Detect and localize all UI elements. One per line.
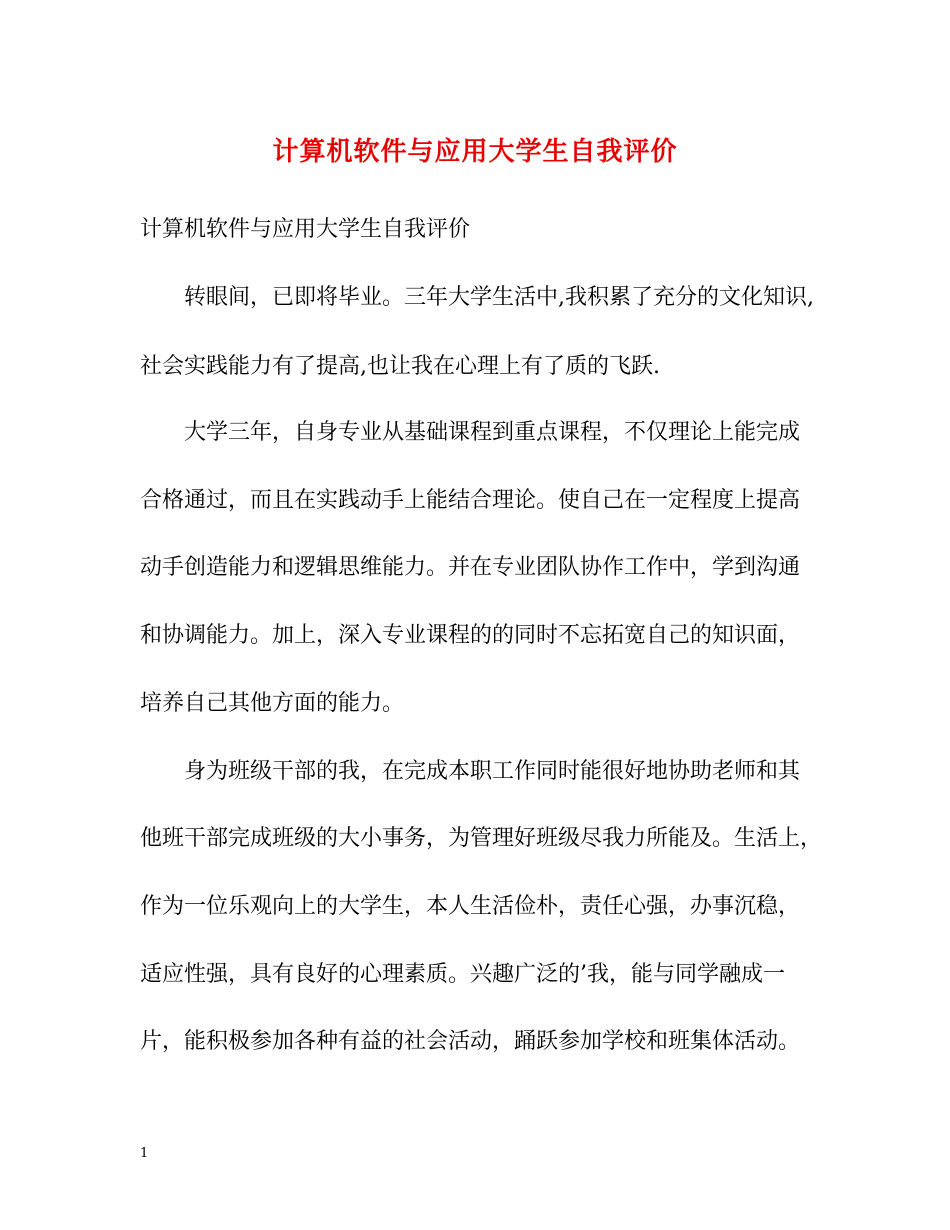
page-number: 1 (140, 1146, 149, 1161)
document-title: 计算机软件与应用大学生自我评价 (272, 137, 678, 167)
paragraph-line: 和协调能力。加上，深入专业课程的的同时不忘拓宽自己的知识面， (140, 623, 801, 648)
paragraph-line: 培养自己其他方面的能力。 (140, 691, 405, 716)
document-subtitle: 计算机软件与应用大学生自我评价 (140, 217, 471, 242)
paragraph-line: 适应性强，具有良好的心理素质。兴趣广泛的’我，能与同学融成一 (140, 962, 785, 987)
paragraph-line: 转眼间，已即将毕业。三年大学生活中,我积累了充分的文化知识, (184, 285, 814, 310)
paragraph-line: 作为一位乐观向上的大学生，本人生活俭朴，责任心强，办事沉稳， (140, 894, 801, 919)
paragraph-line: 社会实践能力有了提高,也让我在心理上有了质的飞跃. (140, 354, 660, 379)
paragraph-line: 动手创造能力和逻辑思维能力。并在专业团队协作工作中，学到沟通 (140, 555, 801, 580)
paragraph-line: 片，能积极参加各种有益的社会活动，踊跃参加学校和班集体活动。 (140, 1029, 801, 1054)
paragraph-line: 身为班级干部的我，在完成本职工作同时能很好地协助老师和其 (184, 759, 801, 784)
paragraph-line: 大学三年，自身专业从基础课程到重点课程，不仅理论上能完成 (184, 420, 801, 445)
paragraph-line: 合格通过，而且在实践动手上能结合理论。使自己在一定程度上提高 (140, 488, 801, 513)
paragraph-line: 他班干部完成班级的大小事务，为管理好班级尽我力所能及。生活上， (140, 826, 823, 851)
